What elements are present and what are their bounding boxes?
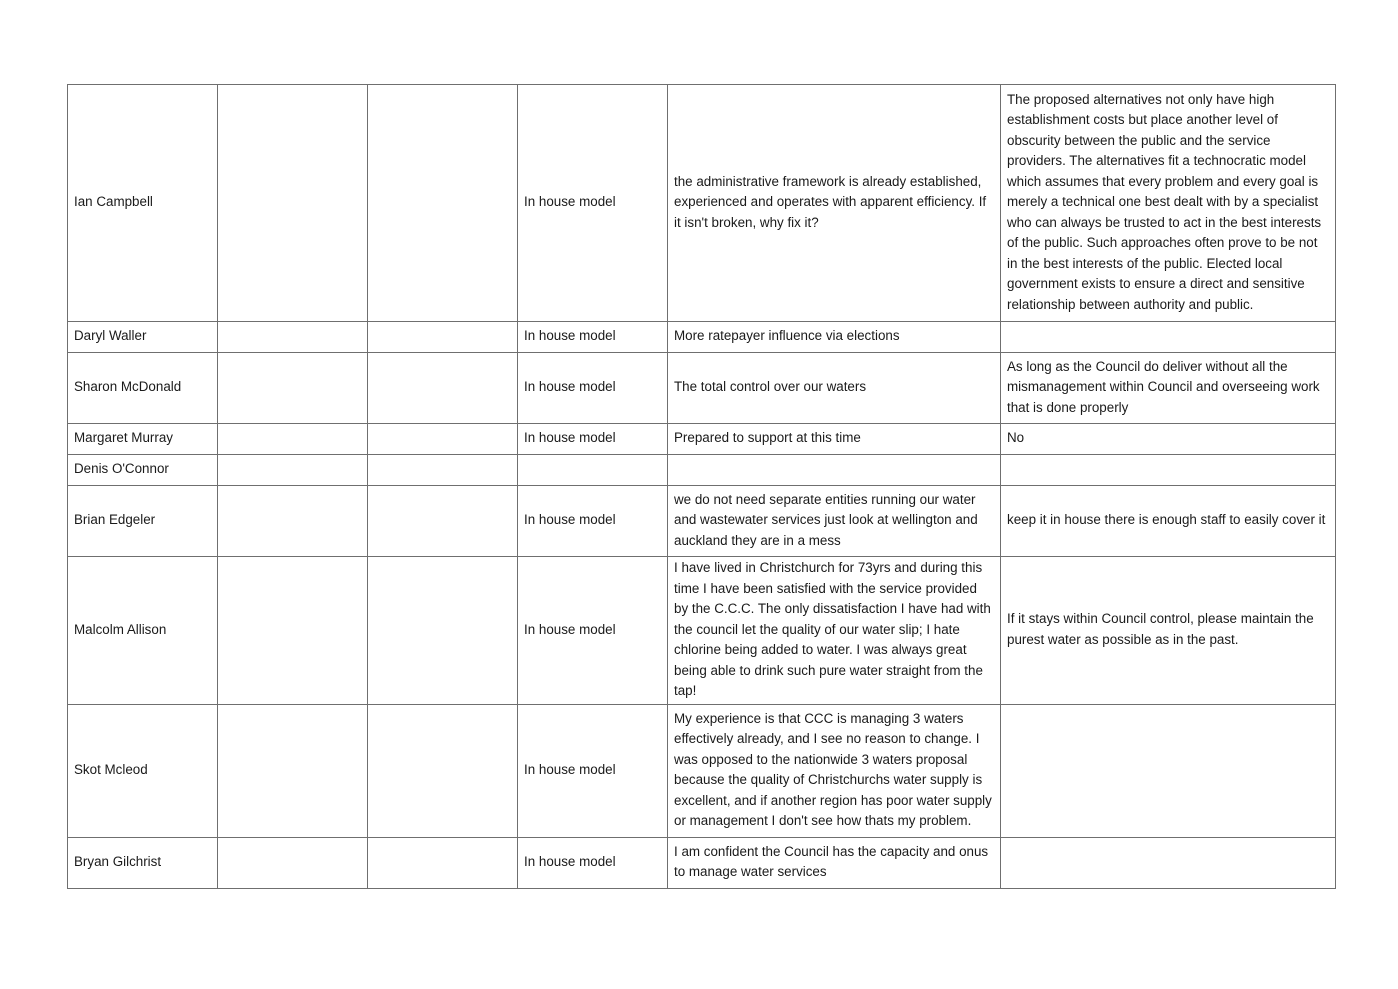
table-cell [218,837,368,888]
table-cell [368,486,518,557]
table-row [68,837,1336,888]
reason-text: More ratepayer influence via elections [668,322,1001,353]
table-cell [218,704,368,837]
submitter-name: Bryan Gilchrist [68,837,218,888]
preferred-model: In house model [518,704,668,837]
table-cell [218,455,368,486]
table-row [68,455,1336,486]
submitter-name: Ian Campbell [68,85,218,322]
reason-text: I have lived in Christchurch for 73yrs and during this time I have been satisfied with the service provided by the C.C.C. The only dissatisfaction I have had with the council let the quality of our water slip; I hate chlorine being added to water. I was always great being able to drink such pure water straight from the tap! [668,557,1001,705]
preferred-model [518,455,668,486]
submitter-name: Brian Edgeler [68,486,218,557]
table-row [68,557,1336,705]
preferred-model: In house model [518,837,668,888]
reason-text [668,455,1001,486]
table-cell [368,322,518,353]
comment-text: If it stays within Council control, please maintain the purest water as possible as in the past. [1001,557,1336,705]
table-cell [368,85,518,322]
reason-text: I am confident the Council has the capacity and onus to manage water services [668,837,1001,888]
reason-text: Prepared to support at this time [668,424,1001,455]
comment-text [1001,455,1336,486]
table-cell [218,322,368,353]
reason-text: The total control over our waters [668,353,1001,424]
comment-text: As long as the Council do deliver without all the mismanagement within Council and overseeing work that is done properly [1001,353,1336,424]
comment-text: The proposed alternatives not only have high establishment costs but place another level of obscurity between the public and the service providers. The alternatives fit a technocratic model which assumes that every problem and every goal is merely a technical one best dealt with by a specialist who can always be trusted to act in the best interests of the public. Such approaches often prove to be not in the best interests of the public. Elected local government exists to ensure a direct and sensitive relationship between authority and public. [1001,85,1336,322]
table-row [68,322,1336,353]
submitter-name: Sharon McDonald [68,353,218,424]
comment-text [1001,837,1336,888]
preferred-model: In house model [518,353,668,424]
preferred-model: In house model [518,85,668,322]
preferred-model: In house model [518,322,668,353]
table-cell [218,557,368,705]
comment-text: keep it in house there is enough staff to easily cover it [1001,486,1336,557]
reason-text: the administrative framework is already established, experienced and operates with apparent efficiency. If it isn't broken, why fix it? [668,85,1001,322]
comment-text [1001,322,1336,353]
preferred-model: In house model [518,557,668,705]
table-cell [368,424,518,455]
table-row [68,353,1336,424]
submitter-name: Skot Mcleod [68,704,218,837]
table-cell [218,424,368,455]
table-cell [218,85,368,322]
reason-text: we do not need separate entities running our water and wastewater services just look at wellington and auckland they are in a mess [668,486,1001,557]
table-cell [368,837,518,888]
submitter-name: Denis O'Connor [68,455,218,486]
submitter-name: Daryl Waller [68,322,218,353]
submitter-name: Malcolm Allison [68,557,218,705]
reason-text: My experience is that CCC is managing 3 waters effectively already, and I see no reason to change. I was opposed to the nationwide 3 waters proposal because the quality of Christchurchs water supply is excellent, and if another region has poor water supply or management I don't see how thats my problem. [668,704,1001,837]
table-row [68,424,1336,455]
table-cell [368,704,518,837]
table-row [68,85,1336,322]
comment-text [1001,704,1336,837]
preferred-model: In house model [518,486,668,557]
table-cell [218,486,368,557]
table-row [68,486,1336,557]
table-cell [218,353,368,424]
submitter-name: Margaret Murray [68,424,218,455]
table-cell [368,353,518,424]
table-cell [368,455,518,486]
preferred-model: In house model [518,424,668,455]
comment-text: No [1001,424,1336,455]
table-cell [368,557,518,705]
submissions-table [67,84,1336,889]
document-page [67,84,1336,889]
table-row [68,704,1336,837]
